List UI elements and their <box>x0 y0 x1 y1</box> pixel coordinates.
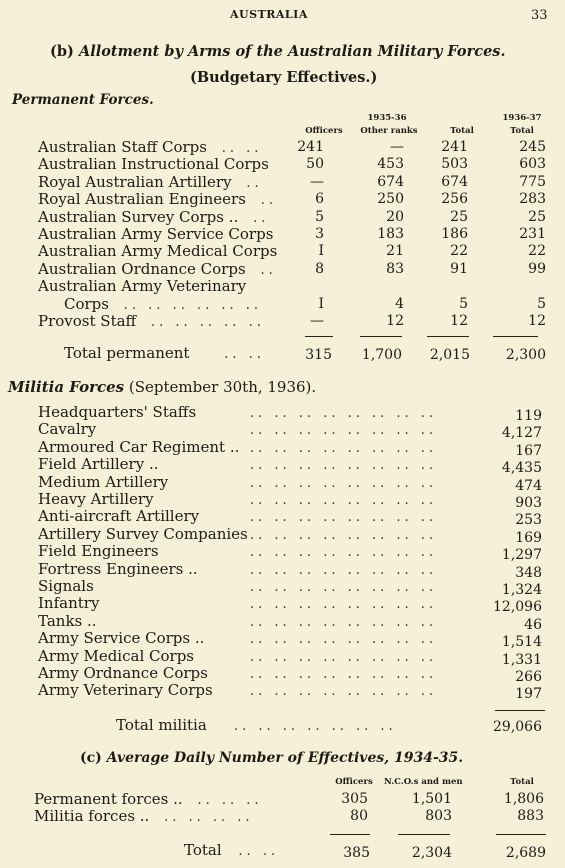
permanent-row-officers: 241 <box>297 139 324 155</box>
permanent-row-label <box>38 313 265 331</box>
militia-row-value: 1,324 <box>501 582 542 598</box>
permanent-row-total2: 5 <box>537 295 546 312</box>
militia-row-label: Field Artillery .. <box>38 455 159 474</box>
militia-row-dots: .. .. .. .. .. .. .. .. <box>250 562 438 578</box>
c-total-label <box>184 842 279 860</box>
section-b-title <box>50 43 506 60</box>
year-1936-37: 1936-37 <box>502 113 542 123</box>
col-other-ranks: Other ranks <box>360 126 418 136</box>
militia-row-value: 46 <box>524 616 542 633</box>
c-col-total: Total <box>510 777 534 787</box>
col-total-1936: Total <box>510 126 534 136</box>
militia-row-label: Anti-aircraft Artillery <box>38 507 200 526</box>
permanent-row-total: 22 <box>450 243 468 260</box>
c-total-total: 2,689 <box>505 845 546 861</box>
permanent-row-officers: 50 <box>306 156 324 173</box>
permanent-row-officers: 6 <box>315 191 324 208</box>
permanent-row-dots: .. .. <box>221 141 263 156</box>
militia-row-dots: .. .. .. .. .. .. .. .. <box>250 493 438 508</box>
permanent-row-other: 20 <box>386 208 404 225</box>
col-officers: Officers <box>305 126 343 136</box>
militia-row-label: Army Service Corps .. <box>38 629 205 648</box>
militia-row-value: 348 <box>515 564 542 581</box>
militia-row-dots: .. .. .. .. .. .. .. .. <box>250 667 438 682</box>
militia-row-value: 1,331 <box>501 651 542 668</box>
militia-row-value: 119 <box>515 408 542 424</box>
col-total: Total <box>450 126 474 136</box>
militia-row-value: 4,435 <box>501 460 542 477</box>
total-permanent-text: Total permanent <box>64 344 190 362</box>
militia-heading-date: (September 30th, 1936). <box>128 378 317 396</box>
permanent-forces-heading: Permanent Forces. <box>12 92 154 108</box>
militia-heading <box>8 378 316 396</box>
permanent-row-other: — <box>390 139 404 155</box>
rule-total <box>427 336 469 337</box>
permanent-row-other: 4 <box>395 295 404 312</box>
effectives-row-dots: .. .. .. .. <box>164 810 254 826</box>
total-militia-text: Total militia <box>116 716 207 734</box>
militia-row-dots: .. .. .. .. .. .. .. .. <box>250 580 438 595</box>
militia-row-dots: .. .. .. .. .. .. .. .. <box>250 545 438 561</box>
c-total-nco: 2,304 <box>411 845 452 861</box>
permanent-row-other: 183 <box>377 226 404 242</box>
permanent-row-other: 12 <box>386 313 404 329</box>
c-col-nco: N.C.O.s and men <box>384 777 463 787</box>
effectives-row-dots: .. .. .. <box>197 793 263 808</box>
rule-militia-total <box>495 710 545 711</box>
section-c-title <box>80 750 463 766</box>
militia-row-label: Heavy Artillery <box>38 490 154 508</box>
permanent-row-officers: — <box>310 313 324 329</box>
permanent-row-total: 12 <box>450 313 468 329</box>
militia-row-dots: .. .. .. .. .. .. .. .. <box>250 527 438 543</box>
permanent-row-total: 5 <box>459 295 468 312</box>
militia-row-label: Cavalry <box>38 420 97 439</box>
permanent-row-name: Australian Army Service Corps <box>38 225 274 243</box>
effectives-row-label <box>34 808 254 826</box>
militia-row-label: Army Veterinary Corps <box>38 681 213 700</box>
permanent-row-dots: .. .. .. .. .. <box>150 315 265 330</box>
permanent-row-dots: .. <box>260 193 277 209</box>
militia-row-label: Artillery Survey Companies <box>38 524 248 543</box>
total-permanent-officers: 315 <box>305 347 332 363</box>
permanent-row-officers: 8 <box>315 260 324 277</box>
total-permanent-dots: .. .. <box>224 347 265 362</box>
permanent-row-officers: 3 <box>315 226 324 242</box>
militia-row-value: 12,096 <box>493 599 542 616</box>
rule-total2 <box>493 336 538 337</box>
militia-row-dots: .. .. .. .. .. .. .. .. <box>250 597 438 613</box>
militia-row-value: 253 <box>515 512 542 529</box>
militia-row-dots: .. .. .. .. .. .. .. .. <box>250 614 438 630</box>
militia-heading-italic: Militia Forces <box>8 378 125 396</box>
total-permanent-label <box>64 345 265 363</box>
total-permanent-other: 1,700 <box>361 347 402 363</box>
permanent-row-total: 186 <box>441 226 468 242</box>
page-number: 33 <box>531 8 548 23</box>
effectives-row-nco: 1,501 <box>411 791 452 807</box>
permanent-row-name: Australian Army Veterinary <box>38 277 247 296</box>
c-total-dots: .. .. <box>238 844 280 859</box>
effectives-row-officers: 80 <box>350 808 368 825</box>
militia-row-value: 4,127 <box>501 425 542 442</box>
militia-row-value: 169 <box>515 529 542 546</box>
year-1935-36: 1935-36 <box>367 113 407 123</box>
permanent-row-total2: 22 <box>528 243 546 260</box>
permanent-row-name: Australian Army Medical Corps <box>38 242 278 261</box>
permanent-row-total: 674 <box>441 173 468 190</box>
militia-row-label: Armoured Car Regiment .. <box>38 437 240 456</box>
effectives-row-name: Militia forces .. <box>34 807 150 826</box>
total-militia-dots: .. .. .. .. .. .. .. <box>234 719 397 734</box>
militia-row-value: 266 <box>515 669 542 685</box>
permanent-row-name: Australian Ordnance Corps <box>38 259 246 278</box>
effectives-row-total: 883 <box>517 808 544 825</box>
permanent-row-other: 83 <box>386 260 404 277</box>
militia-row-label: Headquarters' Staffs <box>38 403 197 421</box>
permanent-row-name: Provost Staff <box>38 312 137 330</box>
permanent-row-total2: 12 <box>528 313 546 329</box>
permanent-row-total2: 25 <box>528 208 546 225</box>
militia-row-value: 1,297 <box>501 547 542 564</box>
militia-row-dots: .. .. .. .. .. .. .. .. <box>250 632 438 648</box>
permanent-row-total2: 99 <box>528 260 546 277</box>
rule-c-nco <box>398 834 450 835</box>
militia-row-value: 1,514 <box>501 634 542 651</box>
militia-row-dots: .. .. .. .. .. .. .. .. <box>250 440 438 456</box>
militia-row-value: 197 <box>515 686 542 703</box>
militia-row-label: Tanks .. <box>38 611 97 630</box>
permanent-row-dots: .. <box>246 175 263 191</box>
militia-row-label: Field Engineers <box>38 542 159 561</box>
effectives-row-officers: 305 <box>341 791 368 807</box>
permanent-row-dots: .. <box>260 262 277 278</box>
section-c-prefix: (c) <box>80 750 102 766</box>
effectives-row-nco: 803 <box>425 808 452 825</box>
c-total-text: Total <box>184 841 222 859</box>
militia-row-dots: .. .. .. .. .. .. .. .. <box>250 510 438 526</box>
permanent-row-total: 256 <box>441 191 468 208</box>
c-col-officers: Officers <box>335 777 373 787</box>
militia-row-label: Medium Artillery <box>38 472 169 491</box>
militia-row-value: 903 <box>515 495 542 511</box>
militia-row-dots: .. .. .. .. .. .. .. .. <box>250 458 438 474</box>
total-permanent-total2: 2,300 <box>505 347 546 363</box>
rule-officers <box>305 336 333 337</box>
rule-c-officers <box>330 834 370 835</box>
permanent-row-officers: I <box>318 295 324 312</box>
militia-row-label: Signals <box>38 577 94 595</box>
militia-row-value: 167 <box>515 442 542 459</box>
permanent-row-officers: I <box>318 243 324 260</box>
rule-other <box>360 336 402 337</box>
permanent-row-other: 21 <box>386 243 404 260</box>
effectives-row-name: Permanent forces .. <box>34 790 183 808</box>
c-total-officers: 385 <box>343 845 370 861</box>
permanent-row-name: Corps <box>64 294 109 313</box>
permanent-row-name: Royal Australian Artillery <box>38 172 232 191</box>
permanent-row-officers: — <box>310 173 324 190</box>
militia-row-value: 474 <box>515 477 542 494</box>
permanent-row-other: 674 <box>377 173 404 190</box>
section-b-subtitle: (Budgetary Effectives.) <box>190 69 378 86</box>
militia-row-label: Infantry <box>38 594 100 613</box>
permanent-row-total: 503 <box>441 156 468 173</box>
permanent-row-total: 25 <box>450 208 468 225</box>
total-permanent-total: 2,015 <box>429 347 470 363</box>
section-b-title-text: Allotment by Arms of the Australian Military Forces. <box>78 43 506 60</box>
total-militia-label <box>116 717 207 734</box>
militia-row-dots: .. .. .. .. .. .. .. .. <box>250 475 438 491</box>
permanent-row-total: 241 <box>441 139 468 155</box>
permanent-row-total2: 775 <box>519 173 546 190</box>
permanent-row-total2: 231 <box>519 226 546 242</box>
permanent-row-name: Australian Survey Corps .. <box>38 207 239 226</box>
permanent-row-name: Royal Australian Engineers <box>38 190 246 209</box>
running-title: AUSTRALIA <box>230 8 308 21</box>
militia-row-label: Fortress Engineers .. <box>38 559 198 578</box>
permanent-row-total: 91 <box>450 260 468 277</box>
permanent-row-officers: 5 <box>315 208 324 225</box>
section-c-title-text: Average Daily Number of Effectives, 1934-35. <box>106 750 464 766</box>
permanent-row-name: Australian Instructional Corps <box>38 155 269 174</box>
militia-row-label: Army Ordnance Corps <box>38 664 208 682</box>
permanent-row-total2: 603 <box>519 156 546 173</box>
total-militia-value: 29,066 <box>493 719 542 735</box>
section-b-prefix: (b) <box>50 43 74 60</box>
permanent-row-dots: .. .. .. .. .. .. <box>123 297 263 313</box>
rule-c-total <box>496 834 546 835</box>
militia-row-dots: .. .. .. .. .. .. .. .. <box>250 406 438 421</box>
militia-row-dots: .. .. .. .. .. .. .. .. <box>250 423 438 439</box>
permanent-row-total2: 245 <box>519 139 546 155</box>
permanent-row-other: 250 <box>377 191 404 208</box>
militia-row-dots: .. .. .. .. .. .. .. .. <box>250 684 438 700</box>
permanent-row-name: Australian Staff Corps <box>38 138 207 156</box>
effectives-row-total: 1,806 <box>503 791 544 807</box>
permanent-row-other: 453 <box>377 156 404 173</box>
permanent-row-total2: 283 <box>519 191 546 208</box>
permanent-row-dots: .. <box>253 210 270 226</box>
militia-row-dots: .. .. .. .. .. .. .. .. <box>250 649 438 665</box>
militia-row-label: Army Medical Corps <box>38 646 194 665</box>
